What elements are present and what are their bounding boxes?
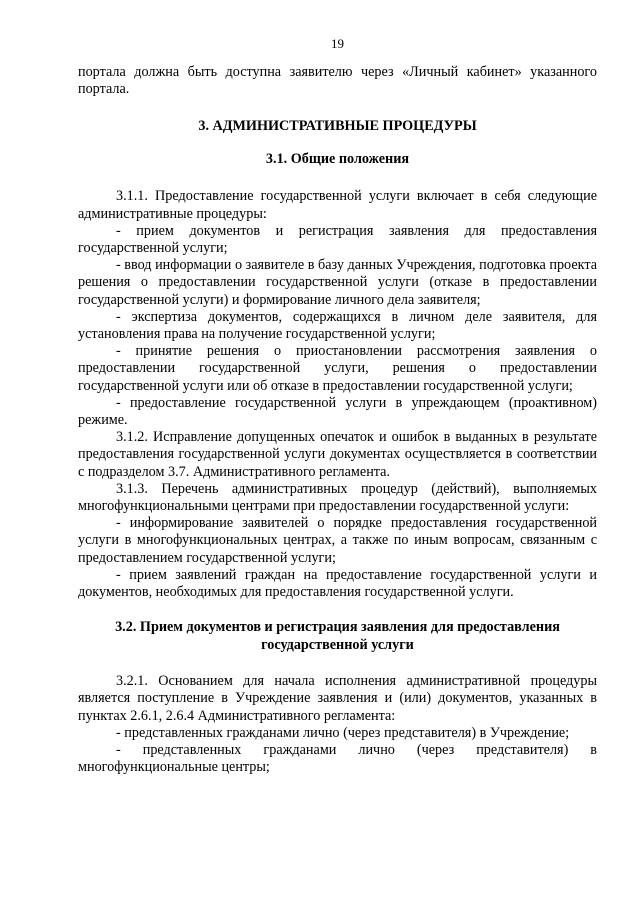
subsection-3-1-title: 3.1. Общие положения	[265, 151, 410, 168]
paragraph-3-2-1: 3.2.1. Основанием для начала исполнения административной процедуры является поступление в Учреждение заявления и (или) документов, указанных в пунктах 2.6.1, 2.6.4 Административного регламента:	[78, 673, 597, 724]
list-item: - представленных гражданами лично (через представителя) в Учреждение;	[116, 724, 570, 741]
section-3-title: 3. АДМИНИСТРАТИВНЫЕ ПРОЦЕДУРЫ	[198, 118, 477, 135]
paragraph-3-1-3: 3.1.3. Перечень административных процедур (действий), выполняемых многофункциональными центрами при предоставлении государственной услуги:	[78, 480, 597, 515]
list-item: - прием заявлений граждан на предоставление государственной услуги и документов, необходимых для предоставления государственной услуги.	[78, 566, 597, 601]
list-item: - прием документов и регистрация заявления для предоставления государственной услуги;	[78, 222, 597, 257]
list-item: - предоставление государственной услуги в упреждающем (проактивном) режиме.	[78, 394, 597, 429]
subsection-3-2-title-line2: государственной услуги	[261, 636, 414, 653]
page-number: 19	[331, 36, 344, 51]
subsection-3-2-title-line1: 3.2. Прием документов и регистрация заявления для предоставления	[115, 619, 560, 636]
list-item: - представленных гражданами лично (через представителя) в многофункциональные центры;	[78, 742, 597, 776]
intro-paragraph: портала должна быть доступна заявителю через «Личный кабинет» указанного портала.	[78, 64, 597, 98]
list-item: - информирование заявителей о порядке предоставления государственной услуги в многофункциональных центрах, а также по иным вопросам, связанным с предоставлением государственной услуги;	[78, 515, 597, 566]
list-item: - принятие решения о приостановлении рассмотрения заявления о предоставлении государственной услуги, решения о предоставлении государственной услуги или об отказе в предоставлении государственной услуги;	[78, 343, 597, 394]
subsection-3-2-title	[78, 619, 597, 654]
paragraph-3-1-2: 3.1.2. Исправление допущенных опечаток и ошибок в выданных в результате предоставления государственной услуги документах осуществляется в соответствии с подразделом 3.7. Административного регламента.	[78, 429, 597, 480]
list-item: - экспертиза документов, содержащихся в личном деле заявителя, для установления права на получение государственной услуги;	[78, 308, 597, 343]
paragraph-3-1-1: 3.1.1. Предоставление государственной услуги включает в себя следующие административные процедуры:	[78, 188, 597, 222]
list-item: - ввод информации о заявителе в базу данных Учреждения, подготовка проекта решения о предоставлении государственной услуги (отказе в предоставлении государственной услуги) и формирование личного дела заявителя;	[78, 257, 597, 308]
